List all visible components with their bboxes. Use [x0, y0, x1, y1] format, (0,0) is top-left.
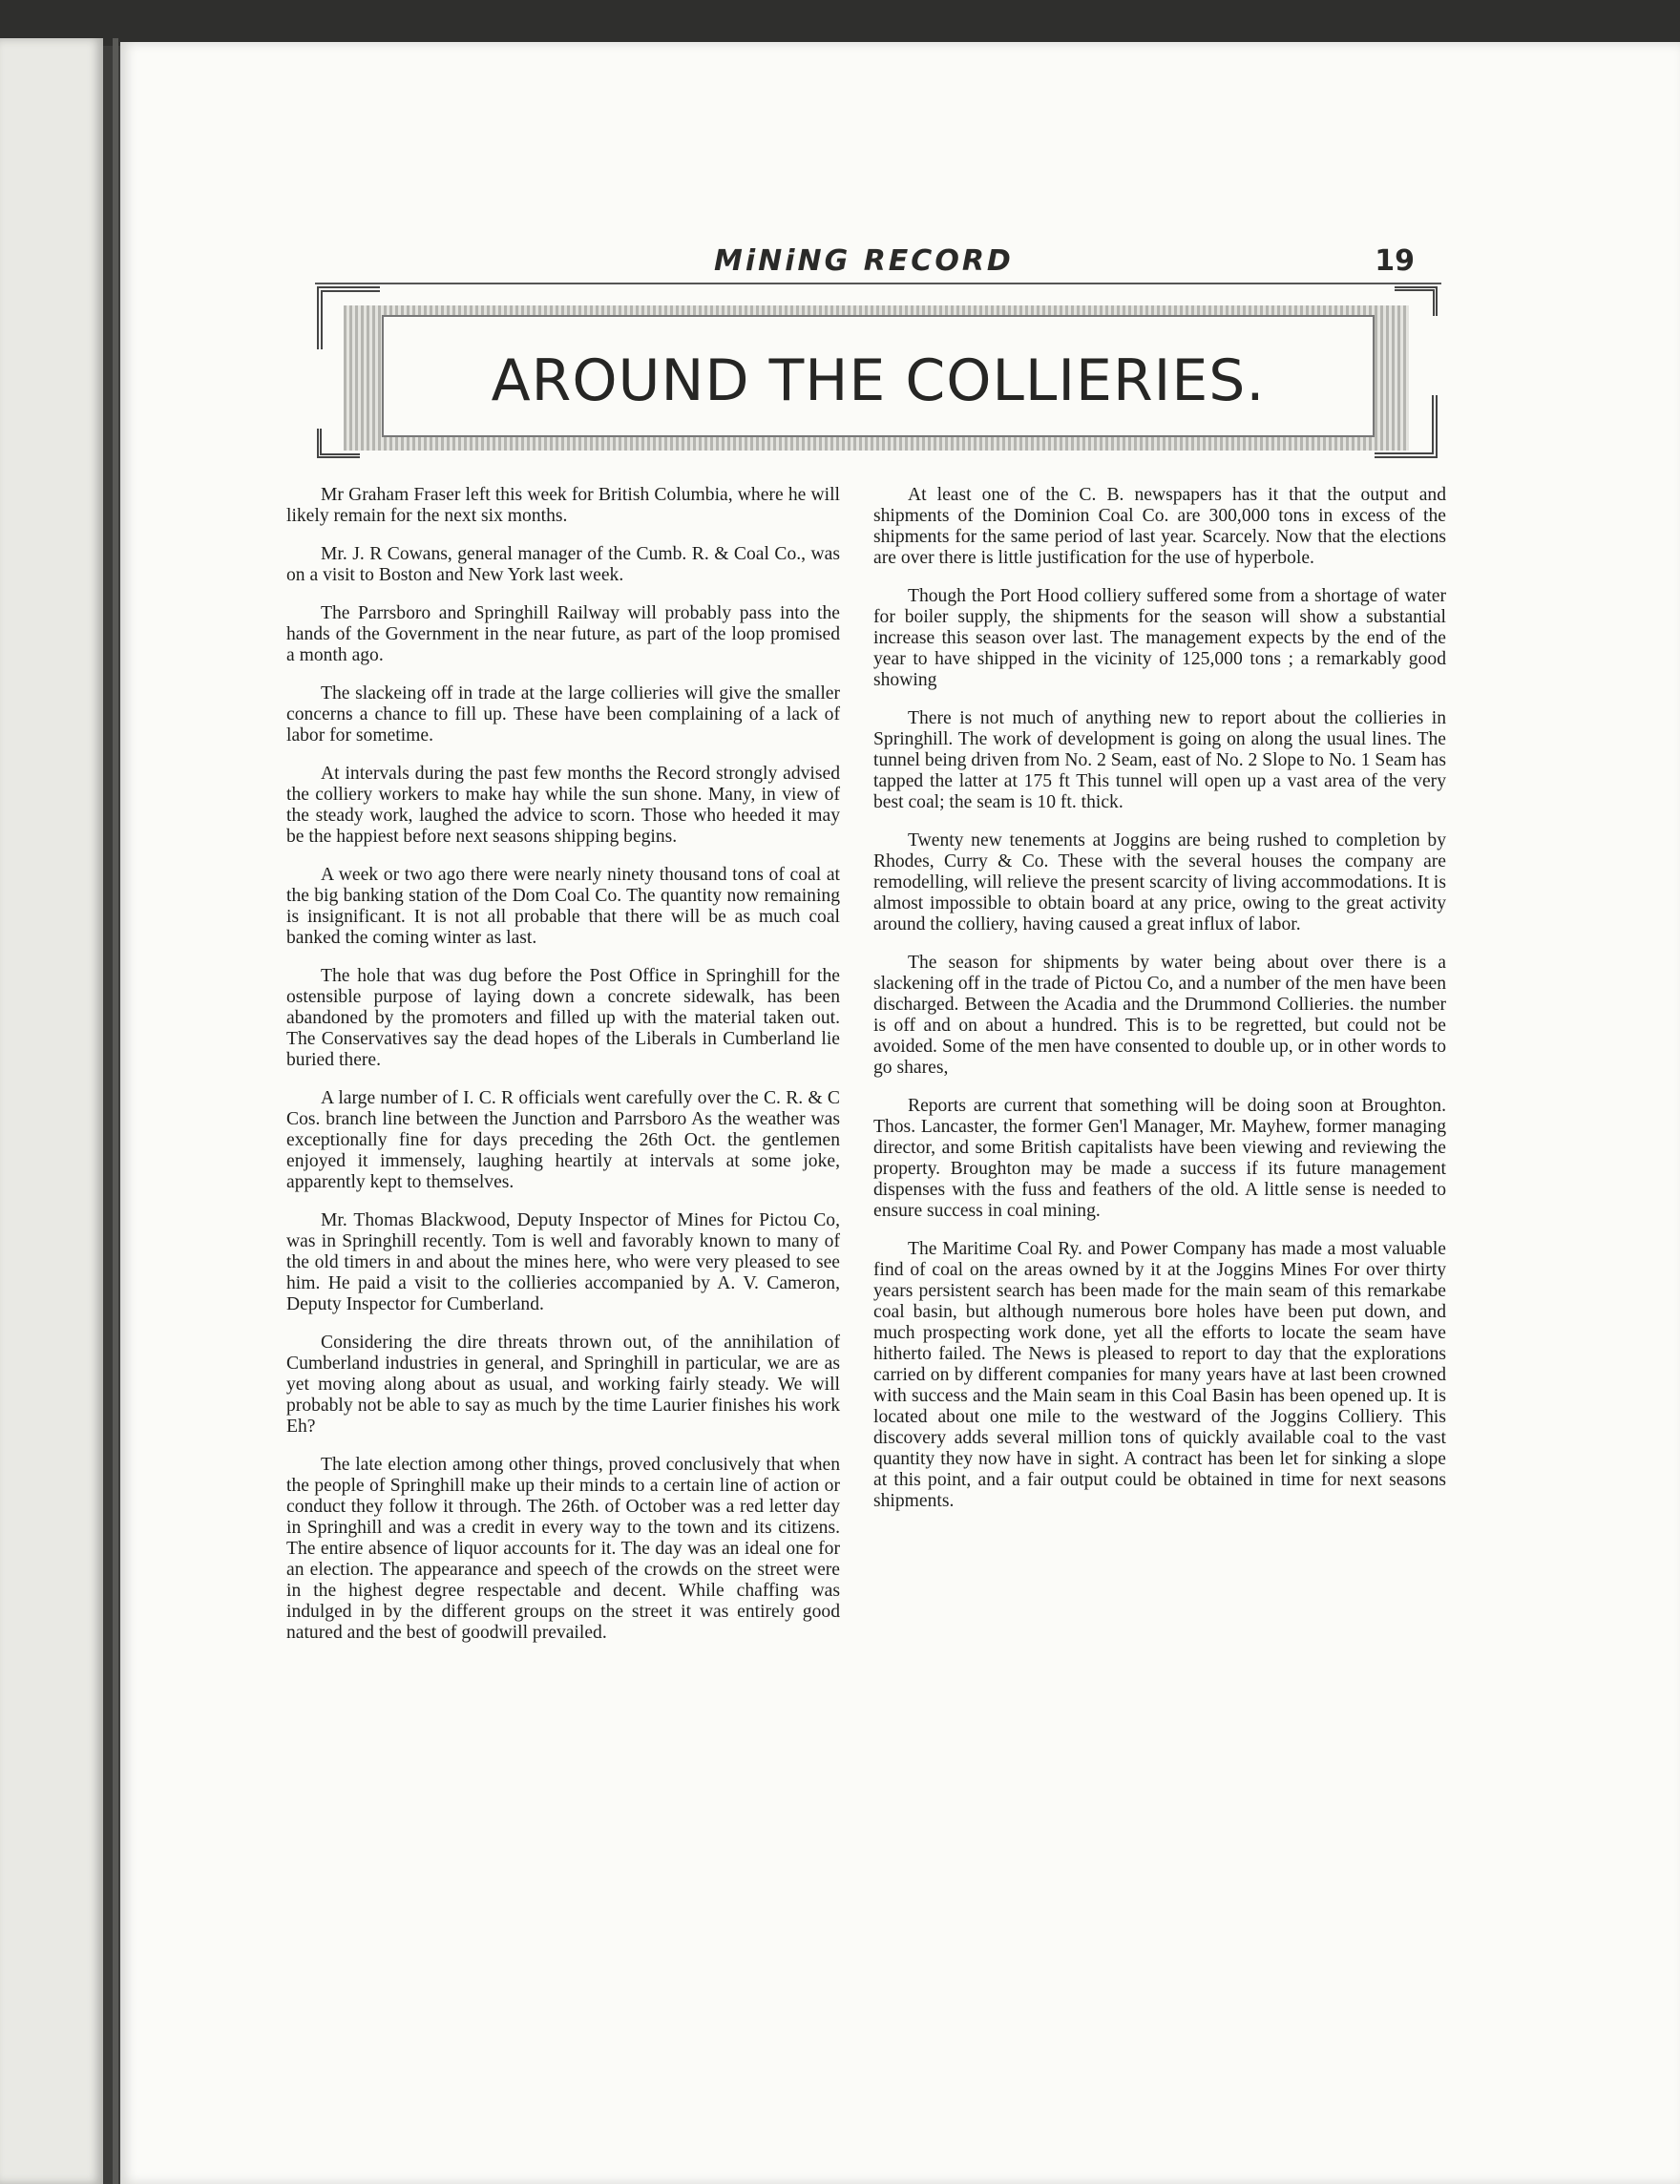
- news-item: There is not much of anything new to report about the collieries in Springhill. The work of development is going on along the usual lines. The tunnel being driven from No. 2 Seam, east of No. 2 Slope to No. 1 Seam has tapped the latter at 175 ft This tunnel will open up a vast area of the very best coal; the seam is 10 ft. thick.: [873, 708, 1446, 812]
- news-item: The Maritime Coal Ry. and Power Company has made a most valuable find of coal on the areas owned by it at the Joggins Mines For over thirty years persistent search has been made for the main seam of this remarkabe coal basin, but although numerous bore holes have been put down, and much prospecting work done, yet all the efforts to locate the seam have hitherto failed. The News is pleased to report to day that the explorations carried on by different companies for many years have at last been crowned with success and the Main seam in this Coal Basin has been opened up. It is located about one mile to the westward of the Joggins Colliery. This discovery adds several million tons of quickly available coal to the vast quantity they now have in sight. A contract has been let for sinking a slope at this point, and a fair output could be obtained in time for next seasons shipments.: [873, 1239, 1446, 1511]
- news-item: Twenty new tenements at Joggins are being rushed to completion by Rhodes, Curry & Co. These with the several houses the company are remodelling, will relieve the present scarcity of living accommodations. It is almost impossible to obtain board at any price, owing to the great activity around the colliery, having caused a great influx of labor.: [873, 830, 1446, 934]
- running-header: [315, 244, 1441, 284]
- news-item: Mr. Thomas Blackwood, Deputy Inspector of Mines for Pictou Co, was in Springhill recently. Tom is well and favorably known to many of the old timers in and about the mines here, who were very pleased to see him. He paid a visit to the collieries accompanied by A. V. Cameron, Deputy Inspector for Cumberland.: [286, 1210, 840, 1314]
- banner-ornament-bottom-left: [317, 429, 360, 458]
- right-column: [873, 485, 1446, 1529]
- news-item: At least one of the C. B. newspapers has it that the output and shipments of the Dominion Coal Co. are 300,000 tons in excess of the shipments for the same period of last year. Scarcely. Now that the elections are over there is little justification for the use of hyperbole.: [873, 485, 1446, 568]
- news-item: The Parrsboro and Springhill Railway will probably pass into the hands of the Government in the near future, as part of the loop promised a month ago.: [286, 603, 840, 665]
- section-banner: [317, 286, 1438, 458]
- news-item: Mr. J. R Cowans, general manager of the Cumb. R. & Coal Co., was on a visit to Boston and New York last week.: [286, 544, 840, 585]
- news-item: At intervals during the past few months the Record strongly advised the colliery workers to make hay while the sun shone. Many, in view of the steady work, laughed the advice to scorn. Those who heeded it may be the happiest before next seasons shipping begins.: [286, 764, 840, 847]
- banner-ornament-top-right: [1395, 286, 1438, 316]
- news-item: The late election among other things, proved conclusively that when the people of Springhill make up their minds to a certain line of action or conduct they follow it through. The 26th. of October was a red letter day in Springhill and was a credit in every way to the town and its citizens. The entire absence of liquor accounts for it. The day was an ideal one for an election. The appearance and speech of the crowds on the street were in the highest degree respectable and decent. While chaffing was indulged in by the different groups on the street it was entirely good natured and the best of goodwill prevailed.: [286, 1455, 840, 1643]
- news-item: A week or two ago there were nearly ninety thousand tons of coal at the big banking station of the Dom Coal Co. The quantity now remaining is insignificant. It is not all probable that there will be as much coal banked the coming winter as last.: [286, 865, 840, 948]
- left-column: [286, 485, 840, 1661]
- banner-ornament-bottom-right: [1375, 395, 1438, 458]
- news-item: A large number of I. C. R officials went carefully over the C. R. & C Cos. branch line between the Junction and Parrsboro As the weather was exceptionally fine for days preceding the 26th Oct. the gentlemen enjoyed it immensely, laughing heartily at intervals at some joke, apparently kept to themselves.: [286, 1088, 840, 1192]
- running-title: MiNiNG RECORD: [714, 244, 1014, 278]
- book-gutter: [113, 38, 118, 2184]
- news-item: The season for shipments by water being about over there is a slackening off in the trade of Pictou Co, and a number of the men have been discharged. Between the Acadia and the Drummond Collieries. the number is off and on about a hundred. This is to be regretted, but could not be avoided. Some of the men have consented to double up, or in other words to go shares,: [873, 953, 1446, 1078]
- news-item: Considering the dire threats thrown out, of the annihilation of Cumberland industries in general, and Springhill in particular, we are as yet moving along about as usual, and working fairly steady. We will probably not be able to say as much by the time Laurier finishes his work Eh?: [286, 1333, 840, 1437]
- news-item: Though the Port Hood colliery suffered some from a shortage of water for boiler supply, the shipments for the season will show a substantial increase this season over last. The management expects by the end of the year to have shipped in the vicinity of 125,000 tons ; a remarkably good showing: [873, 586, 1446, 690]
- news-item: Mr Graham Fraser left this week for British Columbia, where he will likely remain for the next six months.: [286, 485, 840, 526]
- facing-page-edge: [0, 38, 103, 2184]
- banner-title-box: [382, 315, 1375, 437]
- banner-ornament-top-left: [317, 286, 380, 349]
- news-item: The slackeing off in trade at the large collieries will give the smaller concerns a chance to fill up. These have been complaining of a lack of labor for sometime.: [286, 683, 840, 746]
- scan-top-border: [0, 0, 1680, 46]
- page-number: 19: [1375, 244, 1415, 278]
- news-item: Reports are current that something will be doing soon at Broughton. Thos. Lancaster, the former Gen'l Manager, Mr. Mayhew, former managing director, and some British capitalists have been viewing and reviewing the property. Broughton may be made a success if its future management dispenses with the fuss and feathers of the old. A little sense is needed to ensure success in coal mining.: [873, 1096, 1446, 1221]
- news-item: The hole that was dug before the Post Office in Springhill for the ostensible purpose of laying down a concrete sidewalk, has been abandoned by the promoters and filled up with the material taken out. The Conservatives say the dead hopes of the Liberals in Cumberland lie buried there.: [286, 966, 840, 1070]
- section-title: AROUND THE COLLIERIES.: [491, 347, 1266, 414]
